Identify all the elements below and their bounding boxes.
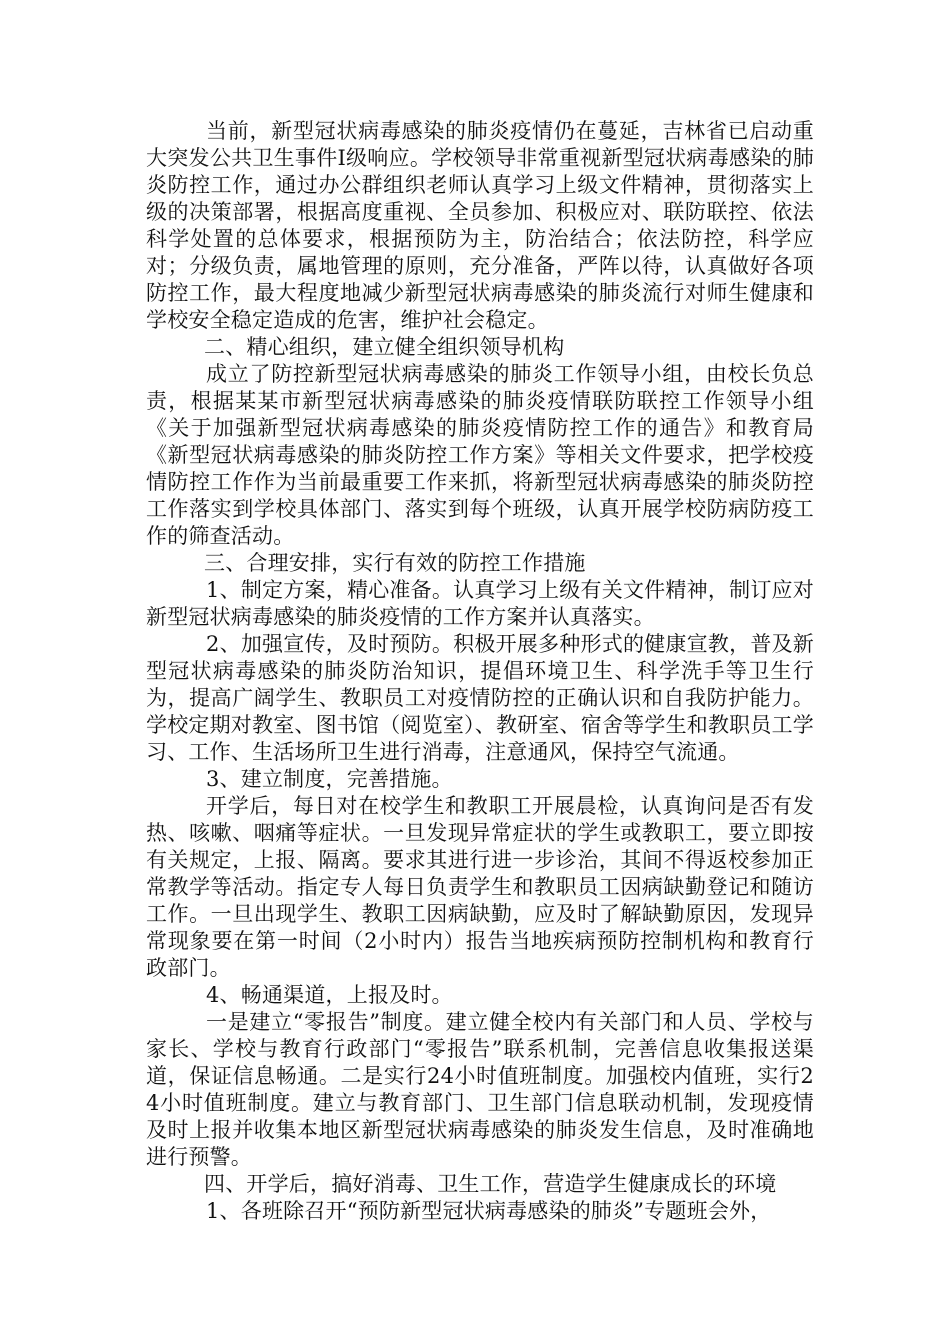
document-body [146,118,814,1225]
item-2-publicity: 2、加强宣传，及时预防。积极开展多种形式的健康宣教，普及新型冠状病毒感染的肺炎防治知识，提倡环境卫生、科学洗手等卫生行为，提高广阔学生、教职员工对疫情防控的正确认识和自我防护能力。学校定期对教室、图书馆（阅览室）、教研室、宿舍等学生和教职员工学习、工作、生活场所卫生进行消毒，注意通风，保持空气流通。 [146,632,814,764]
intro-paragraph: 当前，新型冠状病毒感染的肺炎疫情仍在蔓延，吉林省已启动重大突发公共卫生事件Ⅰ级响应。学校领导非常重视新型冠状病毒感染的肺炎防控工作，通过办公群组织老师认真学习上级文件精神，贯彻落实上级的决策部署，根据高度重视、全员参加、积极应对、联防联控、依法科学处置的总体要求，根据预防为主，防治结合；依法防控，科学应对；分级负责，属地管理的原则，充分准备，严阵以待，认真做好各项防控工作，最大程度地减少新型冠状病毒感染的肺炎流行对师生健康和学校安全稳定造成的危害，维护社会稳定。 [146,119,814,332]
paragraph-zero-report: 一是建立“零报告”制度。建立健全校内有关部门和人员、学校与家长、学校与教育行政部门“零报告”联系机制，完善信息收集报送渠道，保证信息畅通。二是实行24小时值班制度。加强校内值班，实行24小时值班制度。建立与教育部门、卫生部门信息联动机制，发现疫情及时上报并收集本地区新型冠状病毒感染的肺炎发生信息，及时准确地进行预警。 [146,1010,814,1169]
item-1-class-meeting: 1、各班除召开“预防新型冠状病毒感染的肺炎”专题班会外， [206,1199,772,1223]
paragraph-morning-check: 开学后，每日对在校学生和教职工开展晨检，认真询问是否有发热、咳嗽、咽痛等症状。一旦发现异常症状的学生或教职工，要立即按有关规定，上报、隔离。要求其进行进一步诊治，其间不得返校参加正常教学等活动。指定专人每日负责学生和教职员工因病缺勤登记和随访工作。一旦出现学生、教职工因病缺勤，应及时了解缺勤原因，发现异常现象要在第一时间（2小时内）报告当地疾病预防控制机构和教育行政部门。 [146,794,814,980]
paragraph-leadership: 成立了防控新型冠状病毒感染的肺炎工作领导小组，由校长负总责，根据某某市新型冠状病毒感染的肺炎疫情联防联控工作领导小组《关于加强新型冠状病毒感染的肺炎疫情防控工作的通告》和教育局《新型冠状病毒感染的肺炎防控工作方案》等相关文件要求，把学校疫情防控工作作为当前最重要工作来抓，将新型冠状病毒感染的肺炎防控工作落实到学校具体部门、落实到每个班级，认真开展学校防病防疫工作的筛查活动。 [146,362,814,548]
item-3-system: 3、建立制度，完善措施。 [206,767,453,791]
section-heading-2: 二、精心组织，建立健全组织领导机构 [204,335,565,359]
section-heading-3: 三、合理安排，实行有效的防控工作措施 [204,551,586,575]
item-4-reporting: 4、畅通渠道，上报及时。 [206,983,453,1007]
section-heading-4: 四、开学后，搞好消毒、卫生工作，营造学生健康成长的环境 [204,1172,777,1196]
item-1-plan: 1、制定方案，精心准备。认真学习上级有关文件精神，制订应对新型冠状病毒感染的肺炎疫情的工作方案并认真落实。 [146,578,814,629]
